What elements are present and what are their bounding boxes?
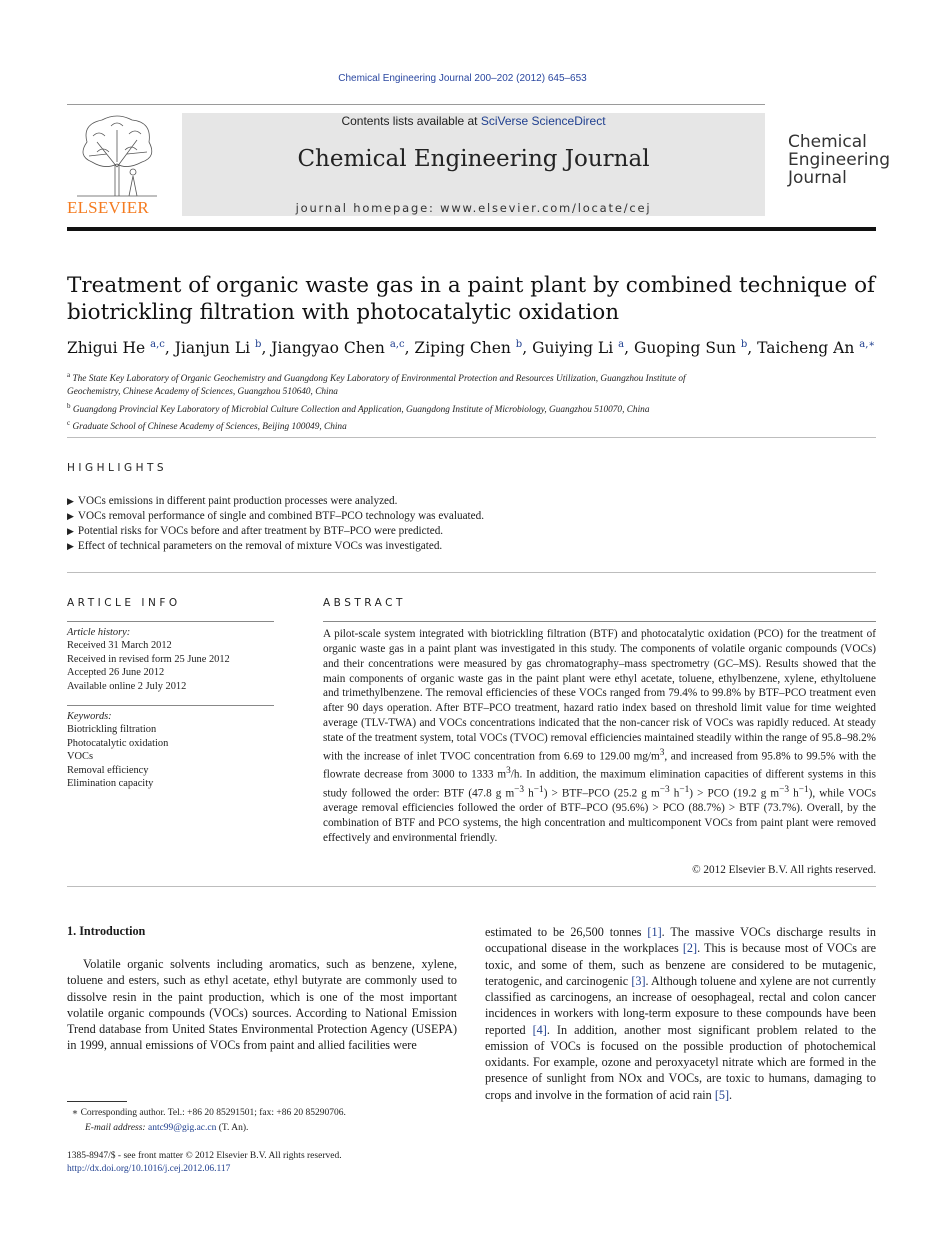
- affiliation: [67, 417, 876, 434]
- intro-text: .: [729, 1087, 733, 1102]
- affiliation: [67, 386, 876, 399]
- author-affil-link[interactable]: b: [740, 339, 748, 350]
- affiliation: [67, 400, 876, 417]
- keyword: VOCs: [67, 751, 93, 763]
- article-title: [67, 272, 876, 326]
- keywords: [67, 710, 277, 790]
- contents-line: [182, 114, 765, 128]
- email-label: E-mail address:: [85, 1122, 148, 1133]
- affiliation-mark: b: [67, 401, 71, 410]
- email-suffix: (T. An).: [216, 1122, 249, 1133]
- keyword: Removal efficiency: [67, 764, 149, 776]
- author-name: Jiangyao Chen: [271, 339, 385, 358]
- abstract-part: /h. In addition, the maximum elimination capacities of different systems in this study followed the order: BTF (47.8 g m: [323, 769, 876, 800]
- author-affil-link[interactable]: a: [618, 339, 625, 350]
- abstract-part: ) > BTF–PCO (25.2 g m: [543, 787, 660, 800]
- divider: [67, 621, 274, 622]
- journal-name: Chemical Engineering Journal: [297, 146, 650, 172]
- bullet-triangle-icon: ▶: [67, 541, 74, 551]
- author: [757, 339, 875, 357]
- journal-homepage[interactable]: journal homepage: www.elsevier.com/locate/cej: [295, 201, 652, 215]
- author-sep: ,: [747, 339, 758, 358]
- elsevier-logo: [67, 112, 167, 218]
- section-heading: 1. Introduction: [67, 924, 146, 938]
- journal-mark: [788, 133, 888, 187]
- highlight-text: VOCs removal performance of single and combined BTF–PCO technology was evaluated.: [77, 510, 484, 522]
- intro-text: . In addition, another most significant problem related to the emission of VOCs is focused on the possible production of photochemical oxidants. For example, ozone and peroxyacetyl nitrate which are formed in the presence of sunlight from NOx and VOCs, are toxic to humans, damaging to crops and involve in the formation of acid rain: [485, 1022, 876, 1102]
- bottom-matter: [67, 1150, 467, 1176]
- header-rule: [67, 104, 765, 105]
- divider: [67, 886, 876, 887]
- author-name: Ziping Chen: [414, 339, 511, 358]
- author: [634, 339, 757, 357]
- highlight-item: [67, 509, 876, 524]
- author-affil-link[interactable]: b: [515, 339, 523, 350]
- abstract-text: [323, 627, 876, 846]
- bullet-triangle-icon: ▶: [67, 526, 74, 536]
- author-sep: ,: [261, 339, 272, 358]
- author: [271, 339, 414, 357]
- author-sep: ,: [624, 339, 634, 358]
- author: [67, 339, 175, 357]
- intro-text: . Although toluene and xylene are not currently classified as carcinogens, an increase of oesophageal, rectal and colon cancer incidences in workers with long-term exposure to these compounds have been reported: [485, 973, 876, 1037]
- title-line: Treatment of organic waste gas in a paint plant by combined technique of: [67, 273, 876, 298]
- journal-reference[interactable]: Chemical Engineering Journal 200–202 (2012) 645–653: [338, 73, 587, 84]
- citation-link[interactable]: [4]: [532, 1022, 547, 1037]
- tree-logo-icon: [67, 112, 167, 198]
- divider: [67, 705, 274, 706]
- divider: [67, 437, 876, 438]
- email-line: [67, 1121, 467, 1136]
- author-affil-link[interactable]: a,c: [150, 339, 165, 350]
- header-thick-rule: [67, 227, 876, 231]
- history-item: Available online 2 July 2012: [67, 680, 187, 692]
- history-label: Article history:: [67, 627, 131, 638]
- affiliation-text: Graduate School of Chinese Academy of Sciences, Beijing 100049, China: [72, 422, 347, 433]
- history-item: Received in revised form 25 June 2012: [67, 653, 230, 665]
- highlight-item: [67, 494, 876, 509]
- abstract-copyright: © 2012 Elsevier B.V. All rights reserved.: [692, 864, 876, 876]
- bullet-triangle-icon: ▶: [67, 511, 74, 521]
- highlights-heading: HIGHLIGHTS: [67, 462, 168, 474]
- footnote: [67, 1106, 467, 1135]
- citation-link[interactable]: [3]: [631, 973, 646, 988]
- highlight-text: VOCs emissions in different paint production processes were analyzed.: [77, 495, 398, 507]
- abstract-part: A pilot-scale system integrated with biotrickling filtration (BTF) and photocatalytic oxidation (PCO) for the treatment of organic waste gas in a paint plant was investigated in this study. The components of volatile organic compounds (VOCs) and their concentrations were measured by gas chromatography–mass spectrometry (GC–MS). Results showed that the main components of organic waste gas in the paint plant were ethyl acetate, toluene, ethylbenzene, xylene, ethyltoluene and trimethylbenzene. The removal efficiencies of these VOCs ranged from 79.4% to 99.8% by BTF–PCO treatment even after 90 days operation. After BTF–PCO treatment, hazard ratio index based on threshold limit value for time weighted average (TLV-TWA) and VOCs concentrations indicated that the non-cancer risk of VOCs was rapidly reduced. At steady state of the treatment system, total VOCs (TVOC) removal efficiencies maintained steadily within the range of 95.8–98.2% with the increase of inlet TVOC concentration from 6.69 to 129.00 mg/m: [323, 628, 876, 763]
- highlights-list: [67, 494, 876, 554]
- author-sep: ,: [404, 339, 415, 358]
- affiliation-text: Geochemistry, Chinese Academy of Sciences, Guangzhou 510640, China: [67, 387, 338, 398]
- author-affil-link[interactable]: b: [255, 339, 262, 350]
- highlight-text: Potential risks for VOCs before and after treatment by BTF–PCO were predicted.: [77, 525, 444, 537]
- abstract-part: h: [669, 787, 680, 800]
- abstract-part: h: [789, 787, 799, 800]
- author-name: Guoping Sun: [633, 339, 736, 358]
- affiliation-mark: c: [67, 419, 71, 428]
- issn-line: 1385-8947/$ - see front matter © 2012 Elsevier B.V. All rights reserved.: [67, 1151, 342, 1161]
- author: [175, 339, 272, 357]
- bullet-triangle-icon: ▶: [67, 496, 74, 506]
- author-list: [67, 339, 876, 357]
- affiliations: [67, 369, 876, 434]
- keyword: Elimination capacity: [67, 778, 154, 790]
- author: [414, 339, 532, 357]
- abstract-sup: 3: [506, 766, 511, 777]
- author-sep: ,: [522, 339, 533, 358]
- keywords-label: Keywords:: [67, 711, 112, 722]
- keyword: Photocatalytic oxidation: [67, 737, 169, 749]
- affiliation-mark: a: [67, 371, 71, 379]
- abstract-part: ) > PCO (19.2 g m: [689, 787, 780, 800]
- author-name: Jianjun Li: [174, 339, 251, 358]
- author-affil-link[interactable]: a,c: [389, 339, 405, 350]
- journal-mark-line: Chemical: [788, 132, 867, 152]
- highlight-text: Effect of technical parameters on the removal of mixture VOCs was investigated.: [77, 540, 443, 552]
- abstract-sup: 3: [659, 747, 665, 758]
- divider: [323, 621, 876, 622]
- intro-right-column: [485, 924, 876, 1103]
- article-history: [67, 626, 277, 693]
- intro-text: estimated to be 26,500 tonnes: [485, 925, 648, 939]
- footnote-rule: [67, 1101, 127, 1102]
- author: [532, 339, 634, 357]
- author-name: Guiying Li: [532, 339, 614, 358]
- author-affil-link[interactable]: a,∗: [859, 339, 876, 350]
- journal-mark-line: Engineering: [788, 150, 890, 170]
- divider: [67, 572, 876, 573]
- citation-link[interactable]: [5]: [714, 1087, 730, 1102]
- journal-mark-line: Journal: [788, 168, 847, 188]
- footnote-star: ∗: [71, 1108, 79, 1118]
- abstract-sup: −3: [779, 784, 790, 795]
- highlight-item: [67, 539, 876, 554]
- abstract-part: , and increased from 95.8% to 99.5% with the flowrate decrease from 3000 to 1333 m: [323, 750, 876, 782]
- highlight-item: [67, 524, 876, 539]
- abstract-part: h: [524, 787, 534, 800]
- history-item: Received 31 March 2012: [67, 640, 172, 652]
- corresponding-author-note: [67, 1106, 467, 1121]
- abstract-sup: −3: [659, 784, 670, 795]
- author-name: Zhigui He: [67, 339, 146, 358]
- history-item: Accepted 26 June 2012: [67, 667, 165, 679]
- publisher-name: ELSEVIER: [67, 198, 149, 217]
- author-name: Taicheng An: [757, 339, 855, 358]
- affiliation-text: The State Key Laboratory of Organic Geochemistry and Guangdong Key Laboratory of Environmental Protection and Resources Utilization, Guangzhou Institute of: [72, 374, 686, 385]
- keyword: Biotrickling filtration: [67, 724, 157, 736]
- abstract-heading: ABSTRACT: [323, 597, 406, 609]
- author-sep: ,: [164, 339, 175, 358]
- email-link[interactable]: antc99@gig.ac.cn: [147, 1122, 217, 1133]
- affiliation-text: Guangdong Provincial Key Laboratory of Microbial Culture Collection and Application, Guangdong Institute of Microbiology, Guangzhou 510070, China: [72, 404, 650, 415]
- intro-text: . This is because most of VOCs are toxic, and some of them, such as benzene are considered to be mutagenic, teratogenic, and carcinogenic: [485, 941, 876, 988]
- abstract-sup: −1: [798, 784, 809, 795]
- citation-link[interactable]: [1]: [647, 925, 662, 939]
- affiliation: [67, 369, 876, 386]
- abstract-sup: −1: [533, 784, 544, 795]
- citation-link[interactable]: [2]: [682, 941, 698, 956]
- intro-left-column: Volatile organic solvents including aromatics, such as benzene, xylene, toluene and esters, such as ethyl acetate, ethyl butyrate are commonly used to dissolve resin in the paint production, which is one of the most important volatile organic compounds (VOCs) sources. According to National Emission Trend database from United States Environmental Protection Agency (USEPA) in 1999, annual emissions of VOCs from paint and allied facilities were: [67, 957, 457, 1053]
- abstract-sup: −3: [514, 784, 525, 795]
- abstract-part: ), while VOCs average removal efficiencies followed the order of BTF–PCO (95.6%) > PCO (88.7%) > BTF (73.7%). Overall, by the combination of BTF and PCO systems, the high concentration and multicomponent VOCs from paint plant were removed effectively and environmental friendly.: [323, 787, 877, 845]
- intro-text: . The massive VOCs discharge results in occupational disease in the workplaces: [485, 925, 876, 956]
- article-info-heading: ARTICLE INFO: [67, 597, 181, 609]
- doi-link[interactable]: http://dx.doi.org/10.1016/j.cej.2012.06.117: [67, 1164, 231, 1174]
- title-line: biotrickling filtration with photocatalytic oxidation: [67, 300, 620, 325]
- footnote-text: Corresponding author. Tel.: +86 20 85291501; fax: +86 20 85290706.: [78, 1108, 346, 1118]
- contents-prefix: Contents lists available at: [341, 114, 481, 128]
- abstract-sup: −1: [679, 784, 690, 795]
- sciencedirect-link[interactable]: SciVerse ScienceDirect: [480, 114, 606, 128]
